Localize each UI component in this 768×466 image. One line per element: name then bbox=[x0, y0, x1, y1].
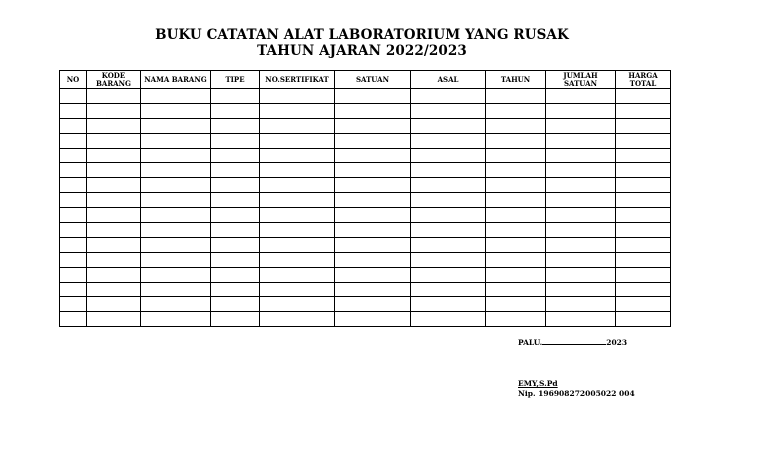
table-row bbox=[60, 118, 671, 133]
document-title: BUKU CATATAN ALAT LABORATORIUM YANG RUSAK bbox=[155, 27, 569, 43]
header-harga-total: HARGA TOTAL bbox=[616, 71, 671, 89]
table-cell bbox=[141, 163, 211, 178]
table-cell bbox=[335, 223, 411, 238]
header-jumlah-satuan: JUMLAH SATUAN bbox=[546, 71, 616, 89]
table-cell bbox=[260, 267, 335, 282]
table-cell bbox=[335, 89, 411, 104]
table-cell bbox=[486, 208, 546, 223]
table-cell bbox=[260, 208, 335, 223]
table-cell bbox=[411, 297, 486, 312]
table-cell bbox=[616, 223, 671, 238]
table-cell bbox=[486, 89, 546, 104]
table-header-row bbox=[60, 71, 671, 89]
table-cell bbox=[411, 282, 486, 297]
table-cell bbox=[260, 163, 335, 178]
table-cell bbox=[616, 133, 671, 148]
table-cell bbox=[60, 267, 87, 282]
table-cell bbox=[60, 163, 87, 178]
header-nama-barang: NAMA BARANG bbox=[141, 71, 211, 89]
table-cell bbox=[87, 208, 141, 223]
table-cell bbox=[411, 237, 486, 252]
table-cell bbox=[87, 312, 141, 327]
table-cell bbox=[335, 208, 411, 223]
table-cell bbox=[60, 118, 87, 133]
table-cell bbox=[211, 89, 260, 104]
table-cell bbox=[60, 148, 87, 163]
table-row bbox=[60, 208, 671, 223]
table-cell bbox=[486, 118, 546, 133]
table-cell bbox=[411, 223, 486, 238]
table-cell bbox=[411, 148, 486, 163]
table-cell bbox=[616, 267, 671, 282]
table-cell bbox=[546, 282, 616, 297]
table-cell bbox=[546, 193, 616, 208]
header-tipe: TIPE bbox=[211, 71, 260, 89]
table-cell bbox=[87, 267, 141, 282]
table-cell bbox=[211, 252, 260, 267]
table-cell bbox=[211, 237, 260, 252]
table-cell bbox=[546, 237, 616, 252]
table-cell bbox=[616, 193, 671, 208]
table-cell bbox=[60, 252, 87, 267]
table-cell bbox=[260, 148, 335, 163]
table-cell bbox=[616, 312, 671, 327]
document-subtitle: TAHUN AJARAN 2022/2023 bbox=[257, 43, 467, 59]
table-cell bbox=[60, 89, 87, 104]
table-cell bbox=[141, 178, 211, 193]
table-row bbox=[60, 89, 671, 104]
table-cell bbox=[486, 312, 546, 327]
table-cell bbox=[87, 178, 141, 193]
table-cell bbox=[60, 312, 87, 327]
table-cell bbox=[211, 267, 260, 282]
table-cell bbox=[335, 148, 411, 163]
table-cell bbox=[486, 133, 546, 148]
table-cell bbox=[211, 118, 260, 133]
table-cell bbox=[141, 282, 211, 297]
table-cell bbox=[141, 223, 211, 238]
table-cell bbox=[486, 282, 546, 297]
table-cell bbox=[411, 312, 486, 327]
table-row bbox=[60, 103, 671, 118]
table-cell bbox=[486, 103, 546, 118]
table-cell bbox=[87, 237, 141, 252]
table-cell bbox=[141, 148, 211, 163]
table-cell bbox=[486, 223, 546, 238]
table-cell bbox=[335, 282, 411, 297]
table-cell bbox=[211, 282, 260, 297]
table-cell bbox=[141, 193, 211, 208]
table-cell bbox=[211, 178, 260, 193]
table-row bbox=[60, 148, 671, 163]
table-cell bbox=[546, 312, 616, 327]
table-cell bbox=[546, 133, 616, 148]
table-cell bbox=[260, 103, 335, 118]
table-cell bbox=[546, 267, 616, 282]
table-cell bbox=[546, 178, 616, 193]
table-row bbox=[60, 193, 671, 208]
table-cell bbox=[87, 118, 141, 133]
table-cell bbox=[546, 163, 616, 178]
table-cell bbox=[411, 252, 486, 267]
table-cell bbox=[211, 193, 260, 208]
header-no-sertifikat: NO.SERTIFIKAT bbox=[260, 71, 335, 89]
table-cell bbox=[141, 118, 211, 133]
table-row bbox=[60, 133, 671, 148]
table-cell bbox=[211, 133, 260, 148]
table-cell bbox=[546, 252, 616, 267]
signatory-nip: Nip. 196908272005022 004 bbox=[518, 389, 635, 398]
table-cell bbox=[411, 208, 486, 223]
table-cell bbox=[616, 282, 671, 297]
header-no: NO bbox=[60, 71, 87, 89]
table-cell bbox=[616, 103, 671, 118]
table-cell bbox=[141, 312, 211, 327]
table-cell bbox=[486, 148, 546, 163]
table-cell bbox=[60, 193, 87, 208]
signature-place-date bbox=[518, 337, 627, 347]
table-cell bbox=[616, 89, 671, 104]
table-cell bbox=[335, 103, 411, 118]
table-cell bbox=[616, 118, 671, 133]
table-cell bbox=[260, 297, 335, 312]
table-cell bbox=[60, 223, 87, 238]
table-cell bbox=[335, 118, 411, 133]
date-blank-line bbox=[542, 337, 606, 345]
table-cell bbox=[60, 237, 87, 252]
table-cell bbox=[260, 118, 335, 133]
table-cell bbox=[87, 148, 141, 163]
table-cell bbox=[211, 297, 260, 312]
table-cell bbox=[335, 252, 411, 267]
signature-place: PALU. bbox=[518, 338, 543, 347]
header-asal: ASAL bbox=[411, 71, 486, 89]
table-cell bbox=[486, 178, 546, 193]
table-row bbox=[60, 297, 671, 312]
table-cell bbox=[616, 178, 671, 193]
table-cell bbox=[411, 103, 486, 118]
table-cell bbox=[335, 312, 411, 327]
table-cell bbox=[60, 208, 87, 223]
table-cell bbox=[616, 252, 671, 267]
table-cell bbox=[141, 133, 211, 148]
table-cell bbox=[260, 89, 335, 104]
table-cell bbox=[141, 297, 211, 312]
table-cell bbox=[546, 208, 616, 223]
table-cell bbox=[335, 237, 411, 252]
table-cell bbox=[141, 252, 211, 267]
signature-year: 2023 bbox=[606, 338, 628, 347]
table-cell bbox=[87, 223, 141, 238]
table-cell bbox=[335, 193, 411, 208]
table-cell bbox=[211, 312, 260, 327]
header-kode-barang: KODE BARANG bbox=[87, 71, 141, 89]
table-cell bbox=[87, 133, 141, 148]
table-cell bbox=[546, 148, 616, 163]
table-cell bbox=[616, 148, 671, 163]
table-cell bbox=[335, 178, 411, 193]
table-cell bbox=[260, 178, 335, 193]
table-cell bbox=[260, 133, 335, 148]
table-cell bbox=[87, 252, 141, 267]
table-row bbox=[60, 267, 671, 282]
table-cell bbox=[616, 208, 671, 223]
table-cell bbox=[260, 237, 335, 252]
table-cell bbox=[486, 163, 546, 178]
table-cell bbox=[486, 193, 546, 208]
table-cell bbox=[411, 89, 486, 104]
table-cell bbox=[546, 297, 616, 312]
table-cell bbox=[411, 163, 486, 178]
table-cell bbox=[87, 103, 141, 118]
table-cell bbox=[260, 282, 335, 297]
table-cell bbox=[141, 267, 211, 282]
header-tahun: TAHUN bbox=[486, 71, 546, 89]
table-cell bbox=[546, 89, 616, 104]
table-cell bbox=[335, 133, 411, 148]
table-cell bbox=[60, 297, 87, 312]
table-row bbox=[60, 312, 671, 327]
table-cell bbox=[616, 237, 671, 252]
table-cell bbox=[60, 178, 87, 193]
table-cell bbox=[616, 163, 671, 178]
table-cell bbox=[411, 133, 486, 148]
table-cell bbox=[335, 267, 411, 282]
table-cell bbox=[87, 89, 141, 104]
inventory-table bbox=[59, 70, 671, 327]
table-cell bbox=[211, 103, 260, 118]
table-cell bbox=[60, 133, 87, 148]
table-cell bbox=[87, 297, 141, 312]
table-cell bbox=[260, 252, 335, 267]
table-cell bbox=[60, 103, 87, 118]
table-row bbox=[60, 223, 671, 238]
table-row bbox=[60, 237, 671, 252]
table-row bbox=[60, 282, 671, 297]
table-cell bbox=[411, 267, 486, 282]
table-cell bbox=[87, 282, 141, 297]
header-satuan: SATUAN bbox=[335, 71, 411, 89]
table-cell bbox=[616, 297, 671, 312]
table-cell bbox=[486, 297, 546, 312]
table-cell bbox=[546, 103, 616, 118]
signatory-name: EMY,S.Pd bbox=[518, 379, 558, 388]
table-cell bbox=[411, 178, 486, 193]
table-cell bbox=[141, 237, 211, 252]
table-row bbox=[60, 252, 671, 267]
table-cell bbox=[486, 252, 546, 267]
table-row bbox=[60, 163, 671, 178]
table-cell bbox=[486, 237, 546, 252]
table-cell bbox=[335, 163, 411, 178]
table-row bbox=[60, 178, 671, 193]
table-cell bbox=[411, 193, 486, 208]
table-cell bbox=[87, 163, 141, 178]
table-cell bbox=[141, 103, 211, 118]
table-cell bbox=[546, 223, 616, 238]
table-cell bbox=[211, 208, 260, 223]
table-cell bbox=[211, 148, 260, 163]
table-cell bbox=[546, 118, 616, 133]
table-cell bbox=[211, 163, 260, 178]
table-cell bbox=[260, 193, 335, 208]
table-cell bbox=[486, 267, 546, 282]
table-cell bbox=[211, 223, 260, 238]
table-cell bbox=[87, 193, 141, 208]
table-cell bbox=[260, 223, 335, 238]
table-cell bbox=[141, 208, 211, 223]
table-cell bbox=[141, 89, 211, 104]
table-cell bbox=[411, 118, 486, 133]
table-cell bbox=[260, 312, 335, 327]
table-cell bbox=[335, 297, 411, 312]
table-cell bbox=[60, 282, 87, 297]
